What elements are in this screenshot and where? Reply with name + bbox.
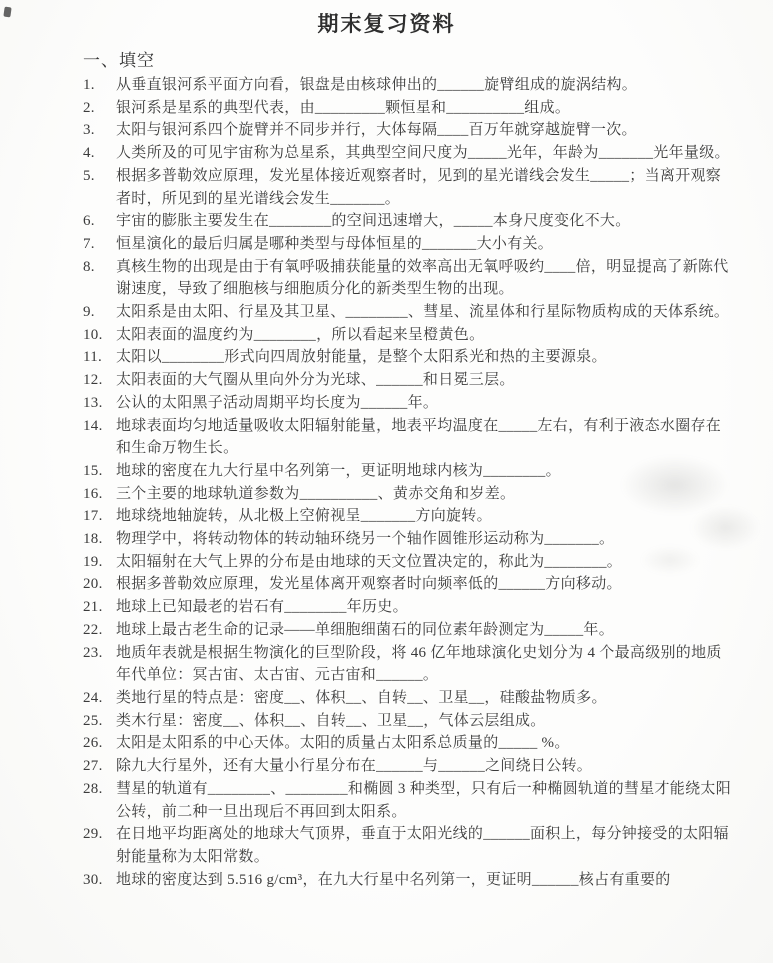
question-item-30 bbox=[83, 869, 731, 892]
question-number: 7. bbox=[83, 235, 95, 252]
question-number: 16. bbox=[83, 485, 103, 502]
question-number: 27. bbox=[83, 758, 103, 775]
question-number: 20. bbox=[83, 576, 103, 593]
question-text: 宇宙的膨胀主要发生在________的空间迅速增大，_____本身尺度变化不大。 bbox=[116, 213, 631, 230]
question-number: 29. bbox=[83, 826, 103, 843]
question-text: 地球上最古老生命的记录——单细胞细菌石的同位素年龄测定为_____年。 bbox=[116, 621, 615, 638]
question-text: 地球上已知最老的岩石有________年历史。 bbox=[116, 599, 408, 616]
question-list bbox=[83, 74, 731, 891]
question-number: 10. bbox=[83, 326, 103, 343]
question-number: 25. bbox=[83, 712, 103, 729]
question-number: 1. bbox=[83, 77, 95, 93]
question-number: 17. bbox=[83, 508, 103, 525]
question-number: 26. bbox=[83, 735, 103, 752]
question-number: 19. bbox=[83, 553, 103, 570]
question-text: 地球绕地轴旋转，从北极上空俯视呈_______方向旋转。 bbox=[116, 508, 492, 525]
question-item-7 bbox=[83, 233, 731, 256]
question-item-9 bbox=[83, 301, 731, 324]
question-number: 28. bbox=[83, 780, 103, 797]
question-text: 银河系是星系的典型代表，由_________颗恒星和__________组成。 bbox=[116, 99, 571, 116]
question-item-13 bbox=[83, 392, 731, 415]
question-number: 15. bbox=[83, 462, 103, 479]
question-item-17 bbox=[83, 505, 731, 528]
question-number: 9. bbox=[83, 304, 95, 321]
question-text: 太阳系是由太阳、行星及其卫星、________、彗星、流星体和行星际物质构成的天体系统。 bbox=[116, 304, 730, 321]
question-item-10 bbox=[83, 324, 731, 347]
document-title: 期末复习资料 bbox=[317, 12, 456, 36]
question-text: 在日地平均距离处的地球大气顶界，垂直于太阳光线的______面积上，每分钟接受的太阳辐射能量称为太阳常数。 bbox=[116, 826, 729, 865]
question-item-6 bbox=[83, 210, 731, 233]
question-number: 5. bbox=[83, 167, 95, 184]
question-item-11 bbox=[83, 346, 731, 369]
question-number: 4. bbox=[83, 145, 95, 162]
question-item-25 bbox=[83, 710, 731, 733]
question-item-14 bbox=[83, 415, 731, 460]
question-number: 11. bbox=[83, 349, 103, 366]
question-number: 14. bbox=[83, 417, 103, 434]
question-number: 8. bbox=[83, 258, 95, 275]
question-text: 太阳是太阳系的中心天体。太阳的质量占太阳系总质量的_____ %。 bbox=[116, 735, 570, 752]
question-item-18 bbox=[83, 528, 731, 551]
question-text: 太阳表面的温度约为________，所以看起来呈橙黄色。 bbox=[116, 326, 485, 343]
question-number: 18. bbox=[83, 531, 103, 548]
question-number: 30. bbox=[83, 871, 103, 888]
question-item-8 bbox=[83, 256, 731, 301]
question-text: 太阳辐射在大气上界的分布是由地球的天文位置决定的，称此为________。 bbox=[116, 553, 623, 570]
question-text: 地球表面均匀地适量吸收太阳辐射能量，地表平均温度在_____左右，有利于液态水圈存在和生命万物生长。 bbox=[116, 417, 722, 457]
question-item-29 bbox=[83, 823, 731, 868]
question-number: 22. bbox=[83, 621, 103, 638]
question-text: 太阳以________形式向四周放射能量，是整个太阳系光和热的主要源泉。 bbox=[116, 349, 607, 366]
question-number: 3. bbox=[83, 122, 95, 139]
question-number: 6. bbox=[83, 213, 95, 230]
question-item-27 bbox=[83, 755, 731, 778]
question-item-20 bbox=[83, 573, 731, 596]
question-text: 地球的密度在九大行星中名列第一，更证明地球内核为________。 bbox=[116, 462, 561, 479]
question-text: 三个主要的地球轨道参数为__________、黄赤交角和岁差。 bbox=[116, 485, 516, 502]
question-text: 根据多普勒效应原理，发光星体离开观察者时向频率低的______方向移动。 bbox=[116, 576, 622, 593]
question-number: 12. bbox=[83, 372, 103, 389]
question-text: 太阳与银河系四个旋臂并不同步并行，大体每隔____百万年就穿越旋臂一次。 bbox=[116, 122, 637, 139]
question-item-15 bbox=[83, 460, 731, 483]
question-text: 公认的太阳黑子活动周期平均长度为______年。 bbox=[116, 394, 439, 411]
question-item-2 bbox=[83, 97, 731, 120]
question-item-4 bbox=[83, 142, 731, 165]
question-text: 真核生物的出现是由于有氧呼吸捕获能量的效率高出无氧呼吸约____倍，明显提高了新陈代谢速度，导致了细胞核与细胞质分化的新类型生物的出现。 bbox=[116, 258, 729, 298]
question-item-21 bbox=[83, 596, 731, 619]
question-number: 13. bbox=[83, 394, 103, 411]
question-number: 24. bbox=[83, 689, 103, 706]
question-text: 物理学中，将转动物体的转动轴环绕另一个轴作圆锥形运动称为_______。 bbox=[116, 531, 615, 548]
question-text: 彗星的轨道有________、________和椭圆 3 种类型，只有后一种椭圆轨道的彗星才能绕太阳公转，前二种一旦出现后不再回到太阳系。 bbox=[116, 780, 732, 820]
question-item-12 bbox=[83, 369, 731, 392]
question-text: 根据多普勒效应原理，发光星体接近观察者时，见到的星光谱线会发生_____；当离开观察者时，所见到的星光谱线会发生_______。 bbox=[116, 167, 722, 207]
question-text: 类木行星：密度__、体积__、自转__、卫星__，气体云层组成。 bbox=[116, 712, 546, 729]
question-text: 地球的密度达到 5.516 g/cm³，在九大行星中名列第一，更证明______核占有重要的 bbox=[116, 871, 671, 888]
question-text: 从垂直银河系平面方向看，银盘是由核球伸出的______旋臂组成的旋涡结构。 bbox=[116, 77, 638, 93]
question-item-5 bbox=[83, 165, 731, 210]
question-item-24 bbox=[83, 687, 731, 710]
question-text: 人类所及的可见宇宙称为总星系，其典型空间尺度为_____光年，年龄为_______光年量级。 bbox=[116, 145, 730, 162]
question-item-28 bbox=[83, 778, 731, 823]
question-text: 除九大行星外，还有大量小行星分布在______与______之间绕日公转。 bbox=[116, 758, 593, 775]
question-item-3 bbox=[83, 119, 731, 142]
question-item-23 bbox=[83, 642, 731, 687]
question-item-16 bbox=[83, 483, 731, 506]
question-text: 恒星演化的最后归属是哪种类型与母体恒星的_______大小有关。 bbox=[116, 235, 554, 252]
question-item-1 bbox=[83, 74, 731, 97]
question-item-19 bbox=[83, 551, 731, 574]
question-text: 类地行星的特点是：密度__、体积__、自转__、卫星__，硅酸盐物质多。 bbox=[116, 689, 607, 706]
question-item-26 bbox=[83, 732, 731, 755]
question-number: 23. bbox=[83, 644, 103, 661]
question-number: 21. bbox=[83, 599, 103, 616]
question-text: 地质年表就是根据生物演化的巨型阶段，将 46 亿年地球演化史划分为 4 个最高级别的地质年代单位：冥古宙、太古宙、元古宙和______。 bbox=[116, 644, 722, 684]
question-text: 太阳表面的大气圈从里向外分为光球、______和日冕三层。 bbox=[116, 372, 515, 389]
question-number: 2. bbox=[83, 99, 95, 116]
question-item-22 bbox=[83, 619, 731, 642]
section-heading-fill-in-blank: 一、填空 bbox=[83, 51, 155, 70]
